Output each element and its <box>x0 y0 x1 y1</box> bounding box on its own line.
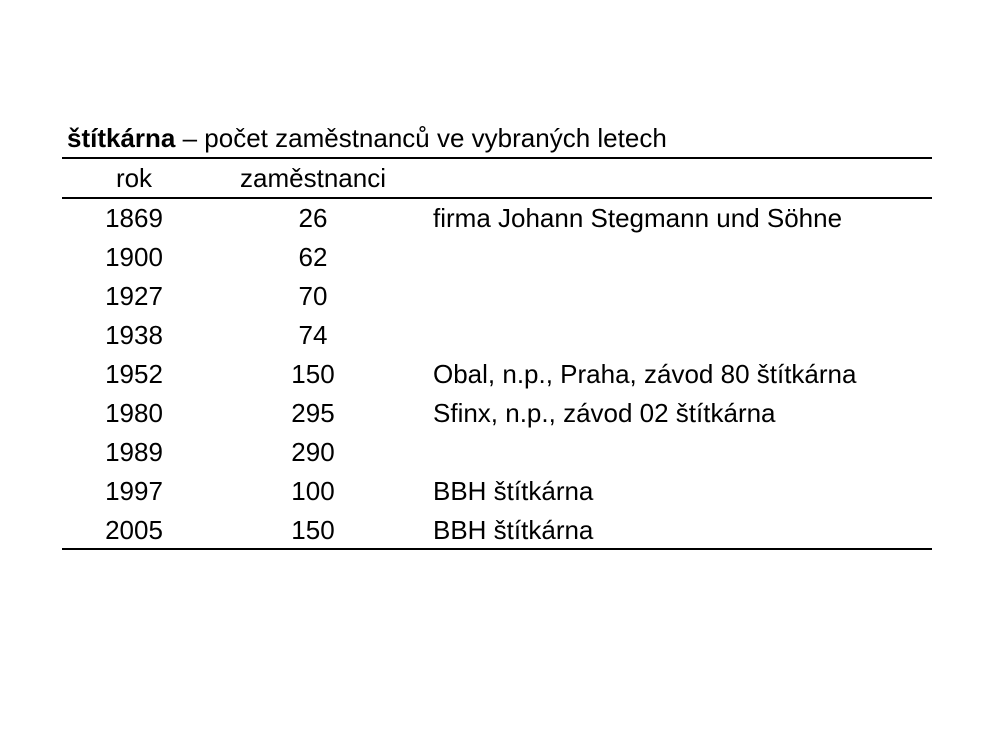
employees-cell: 100 <box>291 476 335 506</box>
caption-bold: štítkárna <box>67 123 176 153</box>
employees-cell: 150 <box>291 515 335 545</box>
employees-cell: 62 <box>298 242 328 272</box>
note-cell: firma Johann Stegmann und Söhne <box>433 203 843 233</box>
table-caption <box>67 122 667 154</box>
table-row <box>62 511 932 550</box>
table-row <box>62 472 932 511</box>
table-row <box>62 355 932 394</box>
note-cell: Sfinx, n.p., závod 02 štítkárna <box>433 398 776 428</box>
table-row <box>62 238 932 277</box>
employees-cell: 150 <box>291 359 335 389</box>
employees-cell: 26 <box>298 203 328 233</box>
note-cell: Obal, n.p., Praha, závod 80 štítkárna <box>433 359 857 389</box>
table-row <box>62 316 932 355</box>
employees-table <box>62 159 932 550</box>
year-cell: 1869 <box>105 203 163 233</box>
caption-text: – počet zaměstnanců ve vybraných letech <box>175 123 667 153</box>
year-cell: 1997 <box>105 476 163 506</box>
year-cell: 1980 <box>105 398 163 428</box>
employees-cell: 295 <box>291 398 335 428</box>
employees-cell: 290 <box>291 437 335 467</box>
year-cell: 1927 <box>105 281 163 311</box>
employees-cell: 74 <box>298 320 328 350</box>
year-cell: 1989 <box>105 437 163 467</box>
table-row <box>62 277 932 316</box>
year-cell: 1900 <box>105 242 163 272</box>
year-cell: 1952 <box>105 359 163 389</box>
year-cell: 1938 <box>105 320 163 350</box>
table-row <box>62 433 932 472</box>
header-employees: zaměstnanci <box>240 163 386 193</box>
note-cell: BBH štítkárna <box>433 476 594 506</box>
table-row <box>62 199 932 238</box>
header-year: rok <box>115 163 153 193</box>
header-row <box>62 159 932 197</box>
note-cell: BBH štítkárna <box>433 515 594 545</box>
employees-cell: 70 <box>298 281 328 311</box>
table-body <box>62 199 932 550</box>
table-row <box>62 394 932 433</box>
year-cell: 2005 <box>105 515 163 545</box>
